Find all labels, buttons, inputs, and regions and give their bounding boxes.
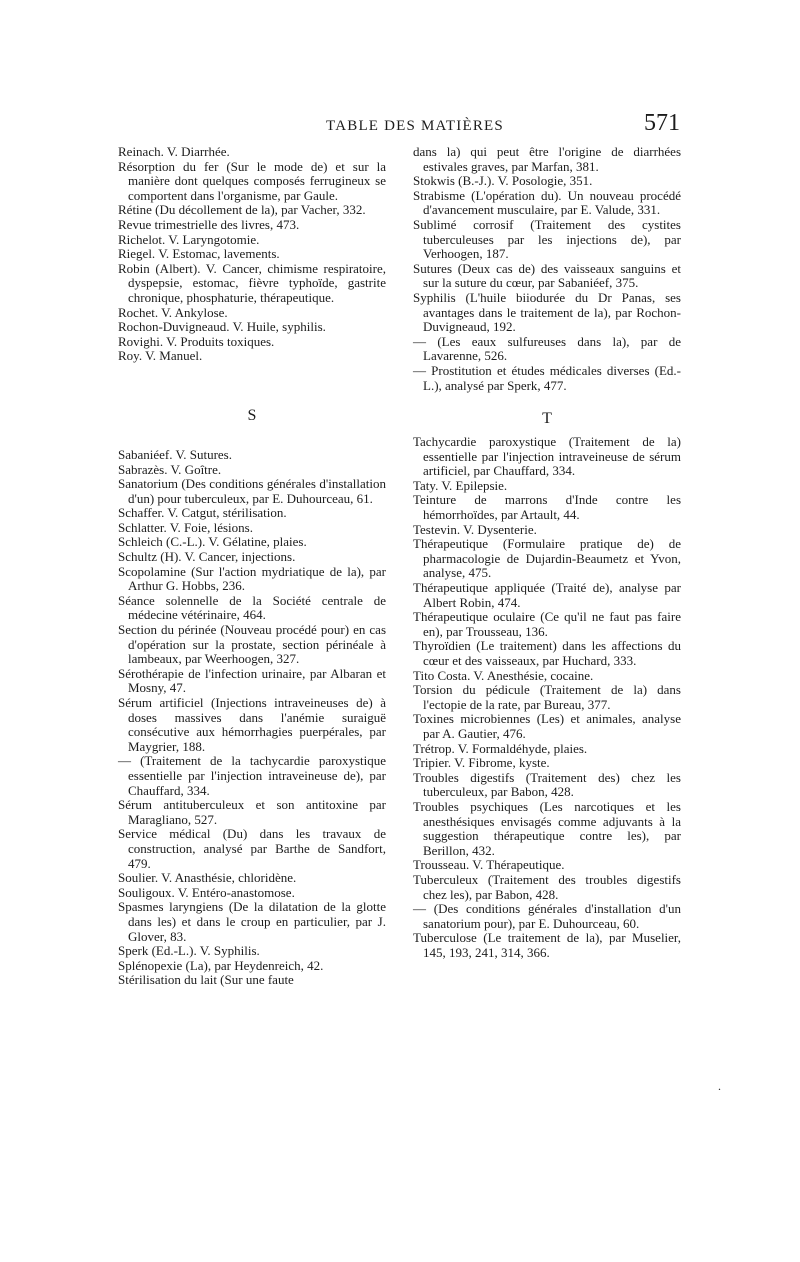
index-entry: Sperk (Ed.-L.). V. Syphilis. xyxy=(118,943,260,959)
index-entry: Séance solennelle de la Société centrale de médecine vétérinaire, 464. xyxy=(118,592,386,623)
index-entry: Scopolamine (Sur l'action mydriatique de la), par Arthur G. Hobbs, 236. xyxy=(118,563,386,594)
index-entry: Torsion du pédicule (Traitement de la) dans l'ectopie de la rate, par Bureau, 377. xyxy=(413,682,681,712)
index-entry: Thyroïdien (Le traitement) dans les affections du cœur et des vaisseaux, par Huchard, 333. xyxy=(413,638,681,668)
index-entry: Schlatter. V. Foie, lésions. xyxy=(118,519,253,535)
entry-list-s-continued xyxy=(413,145,681,393)
index-entry: Troubles psychiques (Les narcotiques et les anesthésiques envisagés comme adjuvants à la suggestion thérapeutique contre les), par Berillon, 432. xyxy=(413,798,681,858)
index-entry: Taty. V. Epilepsie. xyxy=(413,477,508,493)
index-entry: Sabaniéef. V. Sutures. xyxy=(118,446,232,462)
index-entry: Tuberculeux (Traitement des troubles digestifs chez les), par Babon, 428. xyxy=(413,871,681,902)
index-entry: Richelot. V. Laryngotomie. xyxy=(118,231,260,247)
index-entry: Rochon-Duvigneaud. V. Huile, syphilis. xyxy=(118,319,326,335)
index-entry: Spasmes laryngiens (De la dilatation de la glotte dans les) et dans le croup en particulier, par J. Glover, 83. xyxy=(118,899,386,944)
running-head xyxy=(0,108,800,138)
index-entry: Service médical (Du) dans les travaux de construction, analysé par Barthe de Sandfort, 479. xyxy=(118,826,386,871)
index-entry: Sabrazès. V. Goître. xyxy=(118,461,222,477)
index-entry: Rochet. V. Ankylose. xyxy=(118,304,228,320)
section-letter-t: T xyxy=(542,410,552,428)
index-entry: Riegel. V. Estomac, lavements. xyxy=(118,246,280,262)
section-letter-s: S xyxy=(247,406,257,424)
index-entry: Teinture de marrons d'Inde contre les hémorrhoïdes, par Artault, 44. xyxy=(413,492,681,523)
left-column xyxy=(118,145,386,988)
index-entry: Thérapeutique (Formulaire pratique de) de pharmacologie de Dujardin-Beaumetz et Yvon, analyse, 475. xyxy=(413,536,681,581)
index-entry: Tripier. V. Fibrome, kyste. xyxy=(413,755,550,771)
index-entry: Rovighi. V. Produits toxiques. xyxy=(118,333,275,349)
index-entry: Robin (Albert). V. Cancer, chimisme respiratoire, dyspepsie, estomac, fièvre typhoïde, gastrite chronique, phosphaturie, thérapeutique. xyxy=(118,260,386,305)
index-entry: — (Les eaux sulfureuses dans la), par de Lavarenne, 526. xyxy=(413,333,681,364)
index-entry: Revue trimestrielle des livres, 473. xyxy=(118,216,300,232)
index-entry: Toxines microbiennes (Les) et animales, analyse par A. Gautier, 476. xyxy=(413,711,681,741)
index-entry: Résorption du fer (Sur le mode de) et sur la manière dont quelques composés ferrugineux se comportent dans l'organisme, par Gaule. xyxy=(118,158,386,203)
index-entry: Reinach. V. Diarrhée. xyxy=(118,144,230,159)
index-entry: Tachycardie paroxystique (Traitement de la) essentielle par l'injection intraveineuse de sérum artificiel, par Chauffard, 334. xyxy=(413,434,681,479)
index-entry: Strabisme (L'opération du). Un nouveau procédé d'avancement musculaire, par E. Valude, 331. xyxy=(413,187,681,218)
index-entry: Sanatorium (Des conditions générales d'installation d'un) pour tuberculeux, par E. Duhourceau, 61. xyxy=(118,476,386,506)
index-entry: Sérum artificiel (Injections intraveineuses de) à doses massives dans l'anémie suraiguë consécutive aux hémorrhagies puerpérales, par Maygrier, 188. xyxy=(118,695,386,754)
footer-mark: . xyxy=(718,1079,721,1093)
index-entry: Rétine (Du décollement de la), par Vacher, 332. xyxy=(118,202,366,218)
index-entry: Roy. V. Manuel. xyxy=(118,348,203,364)
index-entry: Sérothérapie de l'infection urinaire, par Albaran et Mosny, 47. xyxy=(118,665,386,696)
index-entry: Syphilis (L'huile biiodurée du Dr Panas, ses avantages dans le traitement de la), par Rochon-Duvigneaud, 192. xyxy=(413,289,681,335)
index-entry: Sutures (Deux cas de) des vaisseaux sanguins et sur la suture du cœur, par Sabaniéef, 375. xyxy=(413,260,681,291)
index-entry: Trousseau. V. Thérapeutique. xyxy=(413,857,565,873)
running-title: TABLE DES MATIÈRES xyxy=(326,118,504,134)
index-entry: Sublimé corrosif (Traitement des cystites tuberculeuses par les injections de), par Verhoogen, 187. xyxy=(413,216,681,262)
index-entry: Schleich (C.-L.). V. Gélatine, plaies. xyxy=(118,534,307,550)
index-entry: Souligoux. V. Entéro-anastomose. xyxy=(118,884,295,900)
right-column xyxy=(413,145,681,960)
index-entry: Tuberculose (Le traitement de la), par Muselier, 145, 193, 241, 314, 366. xyxy=(413,930,681,960)
index-entry: Schultz (H). V. Cancer, injections. xyxy=(118,549,296,565)
index-entry: Section du périnée (Nouveau procédé pour) en cas d'opération sur la prostate, section périnéale à lambeaux, par Weerhoogen, 327. xyxy=(118,622,386,667)
index-entry: Thérapeutique oculaire (Ce qu'il ne faut pas faire en), par Trousseau, 136. xyxy=(413,609,681,639)
index-entry: dans la) qui peut être l'origine de diarrhées estivales graves, par Marfan, 381. xyxy=(413,144,681,174)
index-entry: Thérapeutique appliquée (Traité de), analyse par Albert Robin, 474. xyxy=(413,580,681,610)
page-number: 571 xyxy=(644,110,680,136)
index-entry: Splénopexie (La), par Heydenreich, 42. xyxy=(118,957,324,973)
index-entry: Trétrop. V. Formaldéhyde, plaies. xyxy=(413,740,588,756)
index-entry: Tito Costa. V. Anesthésie, cocaine. xyxy=(413,667,594,683)
index-entry: — (Traitement de la tachycardie paroxystique essentielle par l'injection intraveineuse de), par Chauffard, 334. xyxy=(118,753,386,798)
entry-list-s xyxy=(118,448,386,988)
entry-list-r xyxy=(118,145,386,364)
index-entry: Testevin. V. Dysenterie. xyxy=(413,521,537,537)
index-entry: — Prostitution et études médicales diverses (Ed.-L.), analysé par Sperk, 477. xyxy=(413,362,681,393)
index-entry: — (Des conditions générales d'installation d'un sanatorium pour), par E. Duhourceau, 60. xyxy=(413,901,681,931)
entry-list-t xyxy=(413,435,681,960)
index-entry: Sérum antituberculeux et son antitoxine par Maragliano, 527. xyxy=(118,797,386,827)
index-entry: Stokwis (B.-J.). V. Posologie, 351. xyxy=(413,173,593,189)
index-entry: Troubles digestifs (Traitement des) chez les tuberculeux, par Babon, 428. xyxy=(413,769,681,800)
index-entry: Stérilisation du lait (Sur une faute xyxy=(118,972,294,988)
index-entry: Soulier. V. Anasthésie, chloridène. xyxy=(118,870,297,886)
index-entry: Schaffer. V. Catgut, stérilisation. xyxy=(118,505,287,521)
